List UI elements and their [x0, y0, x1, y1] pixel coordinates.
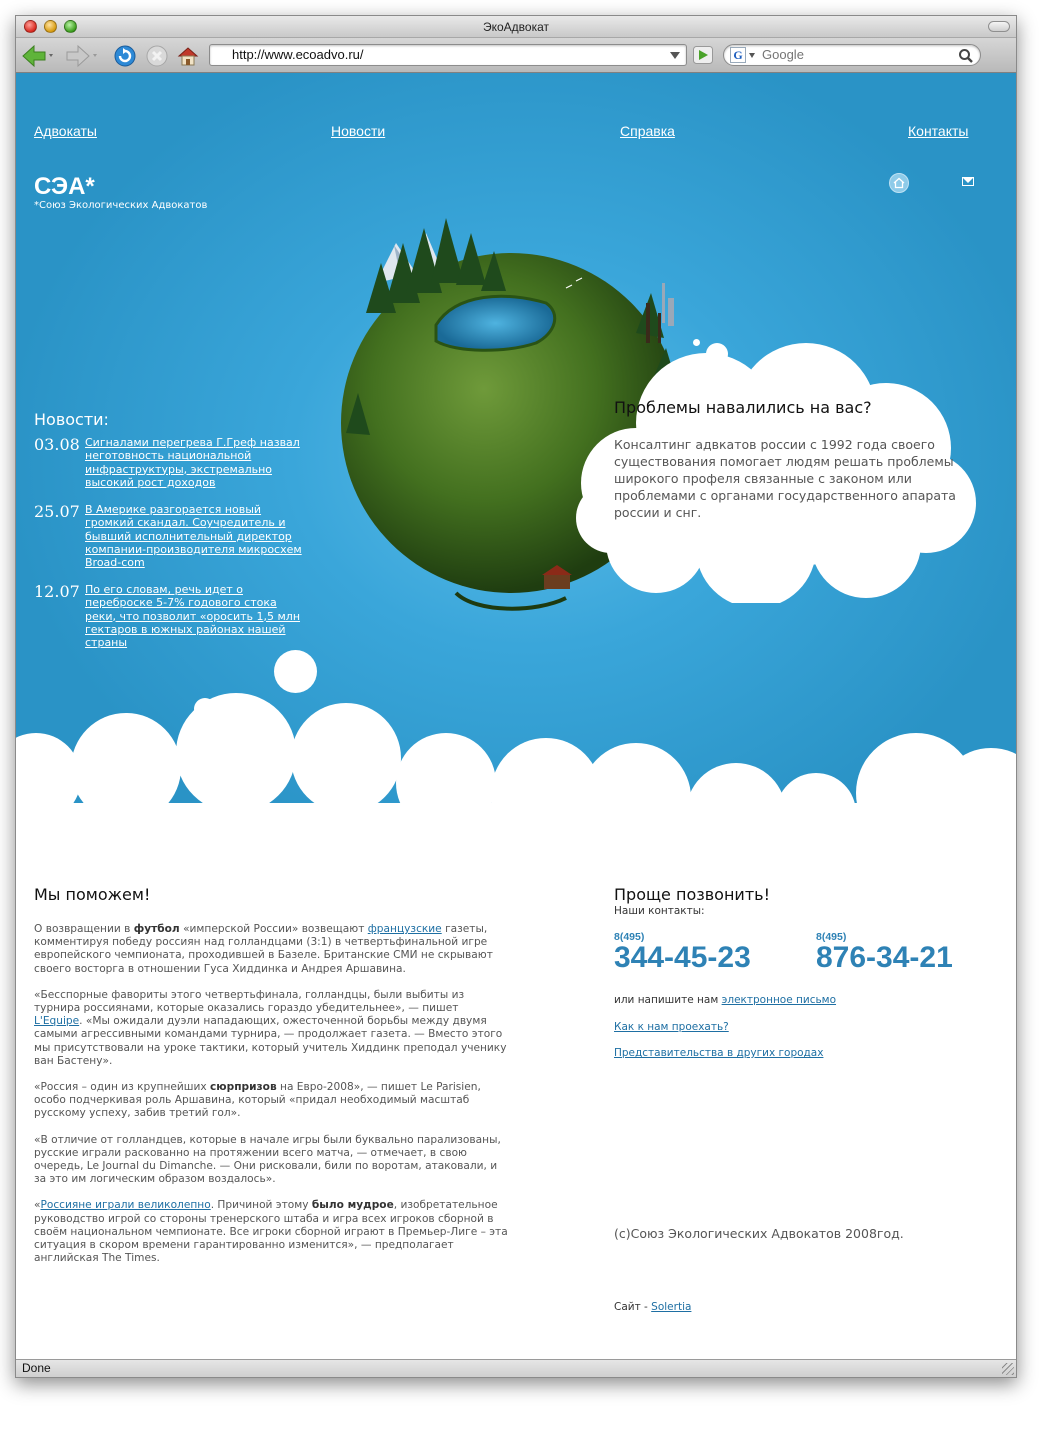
article-link[interactable]: L'Equipe: [34, 1015, 80, 1028]
bold-text: сюрпризов: [210, 1081, 277, 1094]
phone-digits: 344-45-23: [614, 941, 751, 974]
status-text: Done: [22, 1361, 51, 1375]
nav-link-help[interactable]: Справка: [620, 123, 675, 139]
site-tagline: *Союз Экологических Адвокатов: [34, 200, 208, 211]
reload-icon: [113, 44, 137, 68]
page-viewport: [16, 73, 1016, 1360]
text: . «Мы ожидали дуэли нападающих, ожесточенной борьбы между двумя самыми агрессивными командами турнира, — продолжает газета. — Вместо этого мы присутствовали на уроке тактики, который учитель Хиддинк преподал ученику ван Бастену».: [34, 1015, 507, 1067]
go-button[interactable]: [693, 46, 713, 64]
window-title: ЭкоАдвокат: [482, 20, 550, 34]
text: «Бесспорные фавориты этого четвертьфинала, голландцы, были выбиты из турнира россиянами, которые оказались гораздо убедительнее», — пишет: [34, 988, 465, 1015]
site-logo[interactable]: СЭА*: [34, 173, 95, 200]
text: «: [34, 1199, 41, 1212]
status-bar: [16, 1359, 1016, 1377]
cloud-band: [16, 683, 1016, 883]
stop-button[interactable]: [143, 43, 171, 69]
go-arrow-icon: [693, 46, 713, 64]
forward-button[interactable]: [65, 43, 99, 69]
resize-grip[interactable]: [1002, 1363, 1014, 1375]
bold-text: было мудрое: [311, 1199, 394, 1212]
phone-code: 8(495): [614, 931, 645, 943]
text: газеты, комментируя победу россиян над голландцами (3:1) в четвертьфинальной игре европейского чемпионата, проходившей в Базеле. Британские СМИ не скрывают своего восторга в отношении Гуса Хиддинка и Андрея Аршавина.: [34, 923, 493, 975]
stop-icon: [145, 44, 169, 68]
reload-button[interactable]: [111, 43, 139, 69]
news-date: 12.07: [34, 582, 80, 601]
phone-number: [614, 931, 751, 973]
article-link[interactable]: Россияне играли великолепно: [40, 1199, 211, 1212]
search-input[interactable]: [762, 45, 942, 65]
text: «Россия – один из крупнейших: [34, 1081, 211, 1094]
back-arrow-icon: [21, 44, 55, 68]
article-paragraph: [34, 1081, 509, 1121]
news-link[interactable]: Сигналами перегрева Г.Греф назвал неготовность национальной инфраструктуры, экстремально высокий рост доходов: [85, 436, 300, 489]
offices-link[interactable]: Представительства в других городах: [614, 1047, 824, 1059]
phone-digits: 876-34-21: [816, 941, 953, 974]
text: . Причиной этому: [210, 1199, 312, 1212]
help-article: [34, 923, 509, 1278]
article-paragraph: [34, 923, 509, 976]
text: О возвращении в: [34, 923, 134, 935]
home-icon[interactable]: [889, 173, 909, 193]
news-date: 03.08: [34, 435, 80, 454]
email-link[interactable]: электронное письмо: [721, 994, 837, 1006]
toolbar-toggle-button[interactable]: [988, 21, 1010, 32]
article-paragraph: «В отличие от голландцев, которые в начале игры были буквально парализованы, русские играли раскованно на протяжении всего матча, — отмечает, в свою очередь, Le Journal du Dimanche. — Они рисковали, били по воротам, атаковали, и за это им логическим образом воздалось».: [34, 1133, 501, 1186]
contacts-subheading: Наши контакты:: [614, 905, 705, 917]
text: на Евро-2008», — пишет Le Parisien, особо подчеркивая роль Аршавина, который «придал необходимый масштаб русскому успеху, забив третий гол».: [34, 1081, 481, 1120]
news-date: 25.07: [34, 502, 80, 521]
text: Сайт -: [614, 1301, 652, 1313]
bold-text: футбол: [133, 923, 180, 935]
back-button[interactable]: [21, 43, 55, 69]
bubble-puff: [693, 339, 700, 346]
credits-link[interactable]: Solertia: [651, 1301, 692, 1313]
home-button[interactable]: [174, 43, 202, 69]
nav-link-news[interactable]: Новости: [331, 123, 386, 139]
news-link[interactable]: По его словам, речь идет о переброске 5-7% годового стока реки, что позволит «оросить 1,5 млн гектаров в южных районах нашей страны: [85, 583, 301, 650]
browser-toolbar: [16, 38, 1016, 73]
text: или напишите нам: [614, 994, 722, 1006]
bubble-text: Консалтинг адвкатов россии с 1992 года своего существования помогает людям решать проблемы широкого профеля связанные с законом или проблемами с органами государственного апарата россии и снг.: [614, 437, 956, 520]
article-paragraph: [34, 989, 509, 1068]
article-link[interactable]: французские: [367, 923, 442, 935]
news-link[interactable]: В Америке разгорается новый громкий скандал. Соучредитель и бывший исполнительный директор компании-производителя микросхем Broad-com: [85, 503, 302, 570]
browser-window: [15, 15, 1017, 1378]
phone-code: 8(495): [816, 931, 847, 943]
copyright: (с)Союз Экологических Адвокатов 2008год.: [614, 1226, 904, 1241]
search-engine-icon[interactable]: G: [730, 47, 746, 63]
search-box[interactable]: [723, 44, 981, 66]
address-bar[interactable]: [209, 44, 687, 66]
mail-icon[interactable]: [962, 177, 974, 186]
address-url: http://www.ecoadvo.ru/: [232, 47, 364, 62]
email-line: [614, 994, 836, 1006]
contacts-heading: Проще позвонить!: [614, 885, 770, 904]
title-bar: [16, 16, 1016, 38]
address-history-dropdown[interactable]: [670, 52, 680, 59]
search-engine-dropdown-icon[interactable]: [749, 53, 755, 58]
text: «имперской России» возвещают: [179, 923, 368, 935]
phone-number: [816, 931, 953, 973]
bubble-puff: [706, 343, 728, 365]
directions-link[interactable]: Как к нам проехать?: [614, 1021, 729, 1033]
forward-arrow-icon: [65, 44, 99, 68]
home-icon: [176, 44, 200, 68]
search-icon[interactable]: [958, 48, 974, 64]
help-heading: Мы поможем!: [34, 885, 151, 904]
news-heading: Новости:: [34, 410, 109, 429]
site-credits: [614, 1301, 691, 1313]
bubble-heading: Проблемы навалились на вас?: [614, 398, 872, 417]
article-paragraph: [34, 1199, 509, 1265]
nav-link-contacts[interactable]: Контакты: [908, 123, 969, 139]
text: , изобретательное руководство игрой со стороны тренерского штаба и игра всех игроков сборной в своём национальном чемпионате. Все игроки сборной играют в Премьер-Лиге – эта ситуация в скором времени гарантированно изменится», — предполагает английская The Times.: [34, 1199, 508, 1265]
nav-link-lawyers[interactable]: Адвокаты: [34, 123, 97, 139]
